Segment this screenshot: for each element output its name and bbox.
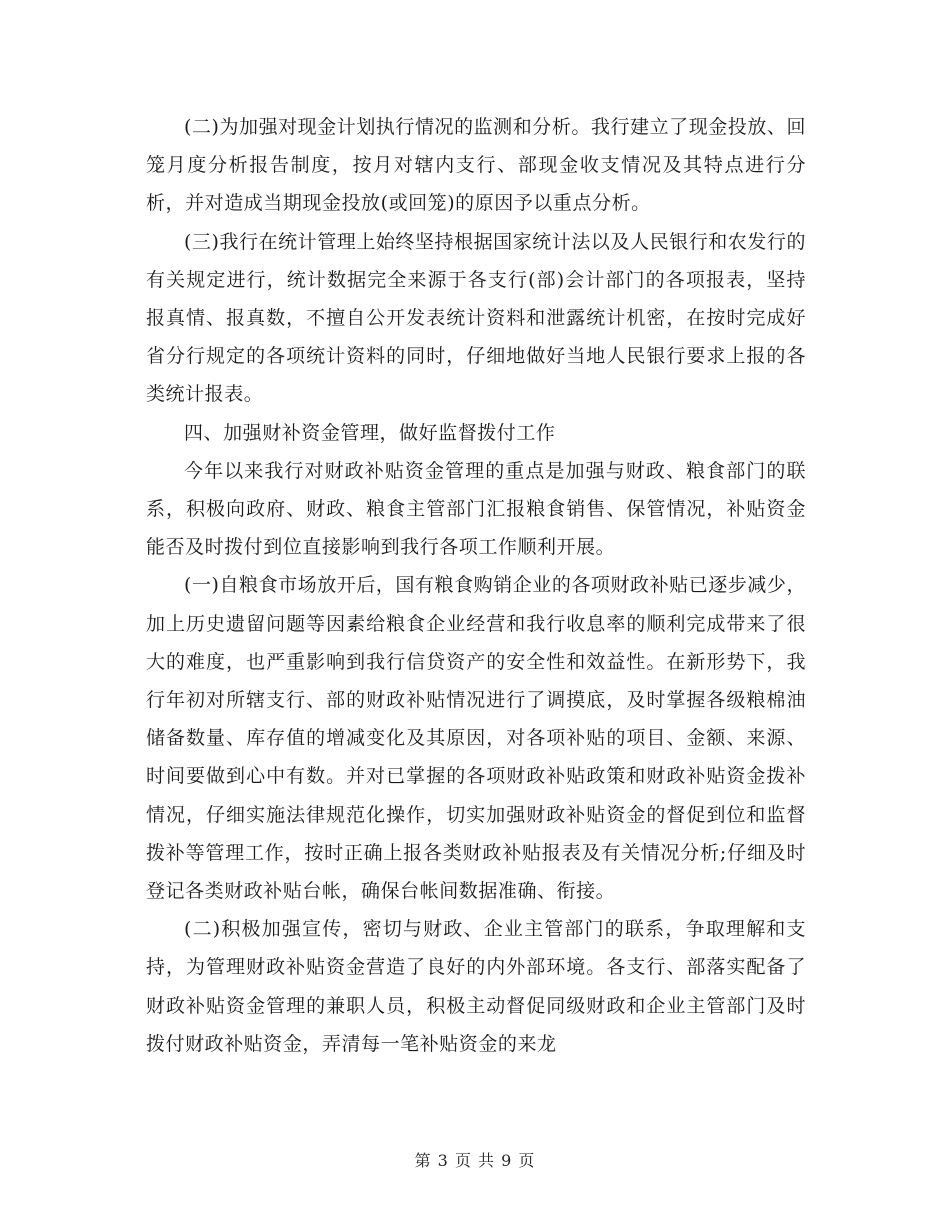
section-heading-fiscal-subsidy: 四、加强财补资金管理，做好监督拨付工作 xyxy=(184,421,556,444)
paragraph-subsidy-item-two: (二)积极加强宣传，密切与财政、企业主管部门的联系，争取理解和支持，为管理财政补贴资金营造了良好的内外部环境。各支行、部落实配备了财政补贴资金管理的兼职人员，积极主动督促同级财政和企业主管部门及时拨付财政补贴资金，弄清每一笔补贴资金的来龙 xyxy=(146,918,806,1055)
page-footer: 第 3 页 共 9 页 xyxy=(414,1151,536,1170)
paragraph-subsidy-overview: 今年以来我行对财政补贴资金管理的重点是加强与财政、粮食部门的联系，积极向政府、财政、粮食主管部门汇报粮食销售、保管情况，补贴资金能否及时拨付到位直接影响到我行各项工作顺利开展。 xyxy=(146,459,806,559)
paragraph-statistics-management: (三)我行在统计管理上始终坚持根据国家统计法以及人民银行和农发行的有关规定进行，统计数据完全来源于各支行(部)会计部门的各项报表，坚持报真情、报真数，不擅自公开发表统计资料和泄露统计机密，在按时完成好省分行规定的各项统计资料的同时，仔细地做好当地人民银行要求上报的各类统计报表。 xyxy=(146,230,806,406)
paragraph-cash-plan-monitoring: (二)为加强对现金计划执行情况的监测和分析。我行建立了现金投放、回笼月度分析报告制度，按月对辖内支行、部现金收支情况及其特点进行分析，并对造成当期现金投放(或回笼)的原因予以重点分析。 xyxy=(146,116,806,215)
document-body xyxy=(146,108,806,1063)
paragraph-subsidy-item-one: (一)自粮食市场放开后，国有粮食购销企业的各项财政补贴已逐步减少，加上历史遗留问题等因素给粮食企业经营和我行收息率的顺利完成带来了很大的难度，也严重影响到我行信贷资产的安全性和效益性。在新形势下，我行年初对所辖支行、部的财政补贴情况进行了调摸底，及时掌握各级粮棉油储备数量、库存值的增减变化及其原因，对各项补贴的项目、金额、来源、时间要做到心中有数。并对已掌握的各项财政补贴政策和财政补贴资金拨补情况，仔细实施法律规范化操作，切实加强财政补贴资金的督促到位和监督拨补等管理工作，按时正确上报各类财政补贴报表及有关情况分析;仔细及时登记各类财政补贴台帐，确保台帐间数据准确、衔接。 xyxy=(146,574,806,903)
